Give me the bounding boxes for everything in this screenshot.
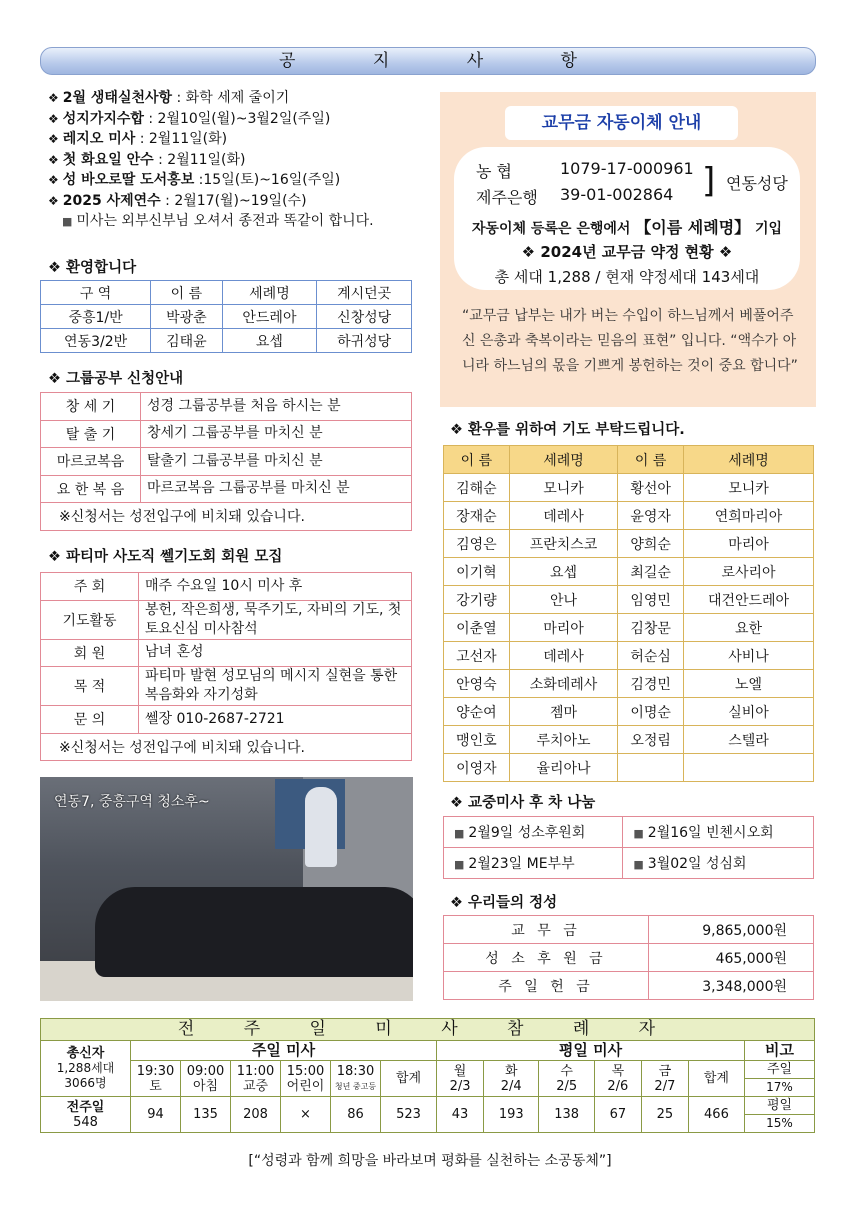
weekday-col-header xyxy=(484,1061,539,1097)
notice-item xyxy=(48,129,420,150)
col-time: 11:00 xyxy=(236,1063,275,1079)
row-label: 창 세 기 xyxy=(41,393,141,421)
table-row xyxy=(444,698,814,726)
diamond-bullet-icon: ❖ xyxy=(48,111,59,126)
table-cell: 김태윤 xyxy=(151,329,222,353)
table-row xyxy=(41,420,412,448)
row-label: 주 회 xyxy=(41,573,139,601)
offerings-title: ❖ 우리들의 정성 xyxy=(450,895,558,911)
row-label: 회 원 xyxy=(41,639,139,667)
weekday-count: 138 xyxy=(539,1097,594,1133)
table-row xyxy=(444,848,814,879)
table-cell: 실비아 xyxy=(684,698,814,726)
offering-amount: 465,000원 xyxy=(649,944,814,972)
sunday-count: 135 xyxy=(181,1097,231,1133)
row-label: 목 적 xyxy=(41,667,139,706)
bank2-account: 39-01-002864 xyxy=(560,185,674,204)
notice-list xyxy=(48,88,420,233)
header-cell: 세례명 xyxy=(684,446,814,474)
col-sub: 청년 중고등 xyxy=(334,1081,377,1091)
col-date: 2/4 xyxy=(500,1078,522,1094)
after-mass-table xyxy=(443,816,814,879)
notice-text: : 2월11일(화) xyxy=(135,131,228,147)
header-cell: 세례명 xyxy=(509,446,618,474)
notice-title: 성 바오로딸 도서홍보 xyxy=(62,172,195,188)
header-cell: 이 름 xyxy=(444,446,510,474)
notice-title: 레지오 미사 xyxy=(62,131,136,147)
weekday-col-header xyxy=(539,1061,594,1097)
table-row xyxy=(41,706,412,734)
table-cell: 김해순 xyxy=(444,474,510,502)
col-day: 수 xyxy=(560,1063,573,1079)
table-cell: 황선아 xyxy=(618,474,684,502)
fatima-title: ❖ 파티마 사도직 쎌기도회 회원 모집 xyxy=(48,549,283,565)
table-cell xyxy=(623,817,814,848)
row-value: 파티마 발현 성모님의 메시지 실현을 통한 복음화와 자기성화 xyxy=(139,667,412,706)
account-holder: 연동성당 xyxy=(726,174,788,193)
table-row xyxy=(444,558,814,586)
table-row xyxy=(444,916,814,944)
weekday-count: 193 xyxy=(484,1097,539,1133)
table-row xyxy=(41,733,412,761)
col-sub: 교중 xyxy=(242,1078,269,1094)
row-value: 성경 그룹공부를 처음 하시는 분 xyxy=(141,393,412,421)
table-cell: 연희마리아 xyxy=(684,502,814,530)
table-row xyxy=(444,474,814,502)
sunday-col-header xyxy=(131,1061,181,1097)
col-time: 19:30 xyxy=(136,1063,175,1079)
sunday-col-header xyxy=(181,1061,231,1097)
table-cell: 데레사 xyxy=(509,502,618,530)
weekday-count: 67 xyxy=(594,1097,641,1133)
note-sun-pct: 17% xyxy=(745,1079,815,1097)
offering-label: 교 무 금 xyxy=(444,916,649,944)
weekday-count: 43 xyxy=(437,1097,484,1133)
sunday-count: 86 xyxy=(331,1097,381,1133)
table-cell: 프란치스코 xyxy=(509,530,618,558)
table-cell: 임영민 xyxy=(618,586,684,614)
diamond-bullet-icon: ❖ xyxy=(48,193,59,208)
table-header xyxy=(444,446,814,474)
footer-motto: [“성령과 함께 희망을 바라보며 평화를 실천하는 소공동체”] xyxy=(248,1153,612,1169)
pledge-title: ❖ 2024년 교무금 약정 현황 ❖ xyxy=(521,243,733,261)
group-photo xyxy=(40,777,413,1001)
col-date: 2/7 xyxy=(654,1078,676,1094)
table-cell: 고선자 xyxy=(444,642,510,670)
col-day: 목 xyxy=(611,1063,625,1079)
table-cell: 김영은 xyxy=(444,530,510,558)
table-row xyxy=(444,530,814,558)
table-cell: 최길순 xyxy=(618,558,684,586)
notice-item xyxy=(48,150,420,171)
col-time: 18:30 xyxy=(336,1063,375,1079)
table-cell xyxy=(444,848,623,879)
table-cell: 마리아 xyxy=(684,530,814,558)
prayer-table xyxy=(443,445,814,782)
photo-caption: 연동7, 중흥구역 청소후~ xyxy=(54,794,210,810)
col-date: 2/6 xyxy=(607,1078,629,1094)
table-note: ※신청서는 성전입구에 비치돼 있습니다. xyxy=(41,503,412,531)
last-week-total xyxy=(41,1097,131,1133)
note-week-pct: 15% xyxy=(745,1115,815,1133)
notice-text: : 2월17(월)~19일(수) xyxy=(160,192,307,209)
table-cell: 연동3/2반 xyxy=(41,329,151,353)
notice-text: : 2월11일(화) xyxy=(153,151,246,168)
row-label: 탈 출 기 xyxy=(41,420,141,448)
col-day: 월 xyxy=(453,1063,467,1079)
row-value: 봉헌, 작은희생, 묵주기도, 자비의 기도, 첫 토요신심 미사참석 xyxy=(139,600,412,639)
table-cell: 안나 xyxy=(509,586,618,614)
autopay-box xyxy=(440,92,816,407)
row-label: 문 의 xyxy=(41,706,139,734)
notice-title: 성지가지수합 xyxy=(62,110,144,127)
last-week-value: 548 xyxy=(73,1114,98,1130)
table-cell: 박광춘 xyxy=(151,305,222,329)
notice-title: 2025 사제연수 xyxy=(62,192,161,209)
table-cell: 요셉 xyxy=(222,329,317,353)
square-bullet-icon: ■ xyxy=(454,858,465,871)
table-cell xyxy=(618,754,684,782)
autopay-header: 교무금 자동이체 안내 xyxy=(505,106,738,140)
table-note: ※신청서는 성전입구에 비치돼 있습니다. xyxy=(41,733,412,761)
welcome-title: ❖ 환영합니다 xyxy=(48,260,137,276)
table-row xyxy=(41,305,412,329)
table-cell: 마리아 xyxy=(509,614,618,642)
square-bullet-icon: ■ xyxy=(454,827,465,840)
study-title: ❖ 그룹공부 신청안내 xyxy=(48,371,184,387)
note-label: 비고 xyxy=(745,1041,815,1061)
table-cell: 하귀성당 xyxy=(317,329,412,353)
table-row xyxy=(444,670,814,698)
sunday-count: 523 xyxy=(381,1097,437,1133)
prayer-title: ❖ 환우를 위하여 기도 부탁드립니다. xyxy=(450,422,685,438)
col-sub: 토 xyxy=(149,1078,162,1094)
table-cell: 안영숙 xyxy=(444,670,510,698)
table-cell xyxy=(623,848,814,879)
notice-text: : 화학 세제 줄이기 xyxy=(172,90,290,106)
sunday-col-header xyxy=(231,1061,281,1097)
notice-item xyxy=(48,191,420,212)
table-cell: 소화데레사 xyxy=(509,670,618,698)
header-cell: 이 름 xyxy=(618,446,684,474)
table-row xyxy=(444,726,814,754)
weekday-count: 466 xyxy=(688,1097,744,1133)
table-cell: 맹인호 xyxy=(444,726,510,754)
notice-text: :15일(토)~16일(주일) xyxy=(194,172,341,188)
bank2-name: 제주은행 xyxy=(476,188,538,207)
table-cell: 모니카 xyxy=(684,474,814,502)
square-bullet-icon: ■ xyxy=(62,215,73,228)
table-cell: 대건안드레아 xyxy=(684,586,814,614)
weekday-col-header xyxy=(594,1061,641,1097)
weekday-col-header xyxy=(641,1061,688,1097)
row-value: 남녀 혼성 xyxy=(139,639,412,667)
header-cell: 세례명 xyxy=(222,281,317,305)
diamond-bullet-icon: ❖ xyxy=(48,91,59,105)
offering-label: 주 일 헌 금 xyxy=(444,972,649,1000)
notice-title: 2월 생태실천사항 xyxy=(62,90,173,106)
weekday-sum-header: 합계 xyxy=(688,1061,744,1097)
header-cell: 이 름 xyxy=(151,281,222,305)
notice-sub-text: 미사는 외부신부님 오셔서 종전과 똑같이 합니다. xyxy=(76,213,374,229)
row-label: 기도활동 xyxy=(41,600,139,639)
weekday-count: 25 xyxy=(641,1097,688,1133)
table-cell: 젬마 xyxy=(509,698,618,726)
table-cell: 이기혁 xyxy=(444,558,510,586)
table-cell: 데레사 xyxy=(509,642,618,670)
table-cell: 모니카 xyxy=(509,474,618,502)
notice-sub xyxy=(48,211,420,233)
table-cell: 요한 xyxy=(684,614,814,642)
offerings-table xyxy=(443,915,814,1000)
row-value: 쎌장 010-2687-2721 xyxy=(139,706,412,734)
sunday-col-header xyxy=(281,1061,331,1097)
table-row xyxy=(444,642,814,670)
diamond-bullet-icon: ❖ xyxy=(48,132,59,146)
notice-item xyxy=(48,109,420,130)
weekday-mass-label: 평일 미사 xyxy=(437,1041,745,1061)
pledge-stat: 총 세대 1,288 / 현재 약정세대 143세대 xyxy=(494,268,760,286)
col-time: 15:00 xyxy=(286,1063,325,1079)
table-cell xyxy=(444,817,623,848)
autopay-note: 자동이체 등록은 은행에서 【이름 세례명】 기입 xyxy=(471,218,783,237)
table-row xyxy=(41,503,412,531)
cell-text: 2월9일 성소후원회 xyxy=(468,825,586,841)
row-value: 탈출기 그룹공부를 마치신 분 xyxy=(141,448,412,476)
table-cell: 로사리아 xyxy=(684,558,814,586)
sunday-mass-label: 주일 미사 xyxy=(131,1041,437,1061)
total-members: 총신자 1,288세대 3066명 xyxy=(41,1041,131,1097)
autopay-inner xyxy=(454,147,800,290)
study-table xyxy=(40,392,412,531)
cell-text: 2월16일 빈첸시오회 xyxy=(647,825,774,841)
autopay-quote: “교무금 납부는 내가 버는 수입이 하느님께서 베풀어주신 은총과 축복이라는 믿음의 표현” 입니다. “액수가 아니라 하느님의 몫을 기쁘게 봉헌하는 것이 중요 합니다” xyxy=(462,308,798,374)
square-bullet-icon: ■ xyxy=(633,827,644,840)
table-cell: 윤영자 xyxy=(618,502,684,530)
table-cell: 신창성당 xyxy=(317,305,412,329)
attendance-title: 전 주 일 미 사 참 례 자 xyxy=(41,1019,815,1041)
weekday-col-header xyxy=(437,1061,484,1097)
table-cell: 허순심 xyxy=(618,642,684,670)
sunday-count: × xyxy=(281,1097,331,1133)
table-row xyxy=(41,393,412,421)
offering-amount: 9,865,000원 xyxy=(649,916,814,944)
after-mass-title: ❖ 교중미사 후 차 나눔 xyxy=(450,795,596,811)
table-row xyxy=(444,586,814,614)
col-day: 화 xyxy=(504,1063,518,1079)
table-row xyxy=(444,614,814,642)
bank1-name: 농 협 xyxy=(476,162,512,181)
col-day: 금 xyxy=(658,1063,672,1079)
table-cell: 율리아나 xyxy=(509,754,618,782)
table-row xyxy=(41,667,412,706)
fatima-table xyxy=(40,572,412,761)
table-row xyxy=(444,754,814,782)
table-cell: 이춘열 xyxy=(444,614,510,642)
last-week-label: 전주일 xyxy=(66,1099,105,1115)
sunday-col-header xyxy=(331,1061,381,1097)
table-cell: 장재순 xyxy=(444,502,510,530)
table-cell: 김경민 xyxy=(618,670,684,698)
notice-text: : 2월10일(월)~3월2일(주일) xyxy=(143,110,331,127)
table-cell: 오정림 xyxy=(618,726,684,754)
table-cell xyxy=(684,754,814,782)
row-value: 마르코복음 그룹공부를 마치신 분 xyxy=(141,475,412,503)
table-cell: 강기량 xyxy=(444,586,510,614)
cell-text: 2월23일 ME부부 xyxy=(468,856,575,872)
note-sun: 주일 xyxy=(745,1061,815,1079)
table-row xyxy=(41,573,412,601)
table-cell: 루치아노 xyxy=(509,726,618,754)
diamond-bullet-icon: ❖ xyxy=(48,173,59,187)
table-cell: 안드레아 xyxy=(222,305,317,329)
notice-title: 첫 화요일 안수 xyxy=(62,151,154,168)
table-cell: 이명순 xyxy=(618,698,684,726)
note-week: 평일 xyxy=(745,1097,815,1115)
cell-text: 3월02일 성심회 xyxy=(647,856,747,872)
table-row xyxy=(41,475,412,503)
table-cell: 양순여 xyxy=(444,698,510,726)
bank1-account: 1079-17-000961 xyxy=(560,159,694,178)
table-cell: 노엘 xyxy=(684,670,814,698)
table-cell: 이영자 xyxy=(444,754,510,782)
header-cell: 계시던곳 xyxy=(317,281,412,305)
table-cell: 사비나 xyxy=(684,642,814,670)
row-value: 매주 수요일 10시 미사 후 xyxy=(139,573,412,601)
square-bullet-icon: ■ xyxy=(633,858,644,871)
table-row xyxy=(444,972,814,1000)
table-cell: 스텔라 xyxy=(684,726,814,754)
table-cell: 김창문 xyxy=(618,614,684,642)
page-banner: 공 지 사 항 xyxy=(40,47,816,75)
sunday-count: 94 xyxy=(131,1097,181,1133)
table-row xyxy=(444,944,814,972)
header-cell: 구 역 xyxy=(41,281,151,305)
col-sub: 아침 xyxy=(192,1078,219,1094)
table-row xyxy=(41,639,412,667)
table-row xyxy=(41,448,412,476)
table-row xyxy=(444,502,814,530)
row-label: 요 한 복 음 xyxy=(41,475,141,503)
table-row xyxy=(444,817,814,848)
notice-item xyxy=(48,170,420,191)
attendance-table xyxy=(40,1018,815,1133)
sunday-count: 208 xyxy=(231,1097,281,1133)
sunday-sum-header: 합계 xyxy=(381,1061,437,1097)
col-time: 09:00 xyxy=(186,1063,225,1079)
diamond-bullet-icon: ❖ xyxy=(48,152,59,167)
col-date: 2/5 xyxy=(556,1078,578,1094)
col-sub: 어린이 xyxy=(286,1078,325,1094)
table-row xyxy=(41,600,412,639)
table-cell: 양희순 xyxy=(618,530,684,558)
offering-amount: 3,348,000원 xyxy=(649,972,814,1000)
offering-label: 성 소 후 원 금 xyxy=(444,944,649,972)
welcome-table xyxy=(40,280,412,353)
bracket-mark: ] xyxy=(702,161,716,201)
row-value: 창세기 그룹공부를 마치신 분 xyxy=(141,420,412,448)
notice-item xyxy=(48,88,420,109)
table-header xyxy=(41,281,412,305)
table-row xyxy=(41,329,412,353)
table-cell: 요셉 xyxy=(509,558,618,586)
col-date: 2/3 xyxy=(449,1078,471,1094)
table-cell: 중흥1/반 xyxy=(41,305,151,329)
row-label: 마르코복음 xyxy=(41,448,141,476)
